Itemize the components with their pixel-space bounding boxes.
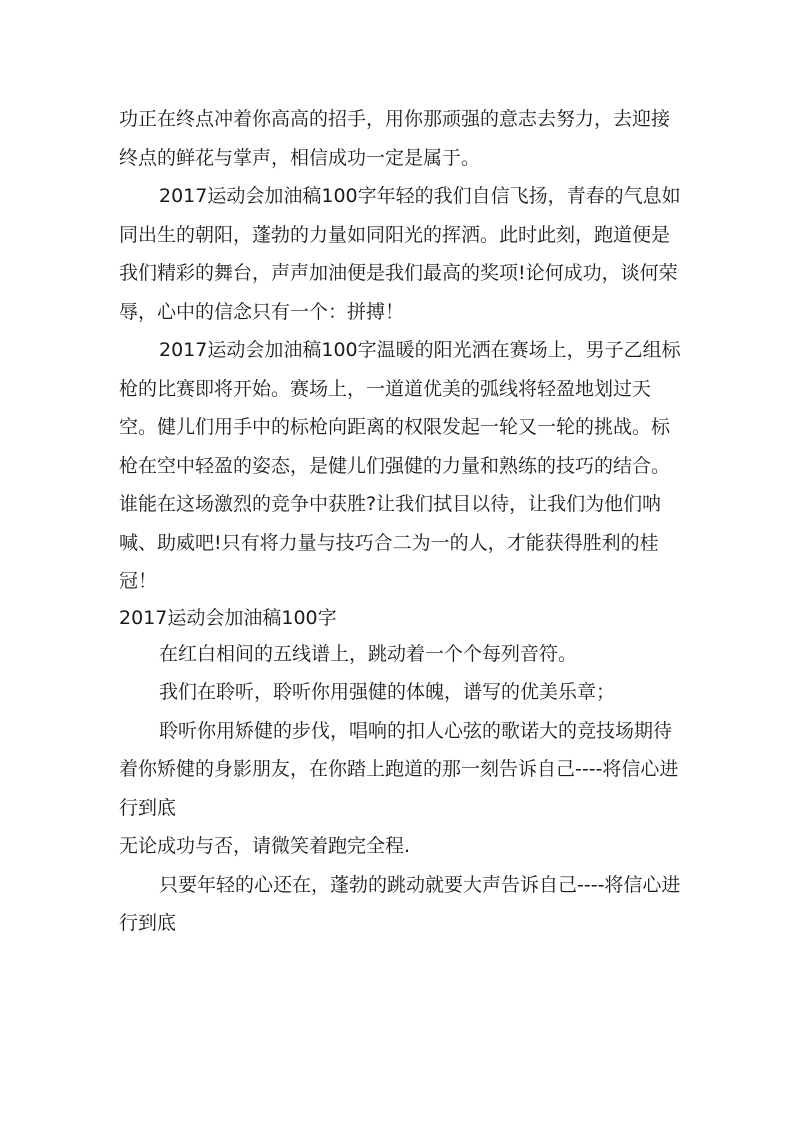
- paragraph-cheer-javelin: 2017运动会加油稿100字温暖的阳光洒在赛场上，男子乙组标枪的比赛即将开始。赛场上，一道道优美的弧线将轻盈地划过天空。健儿们用手中的标枪向距离的权限发起一轮又一轮的挑战。标枪在空中轻盈的姿态，是健儿们强健的力量和熟练的技巧的结合。谁能在这场激烈的竞争中获胜?让我们拭目以待，让我们为他们呐喊、助威吧!只有将力量与技巧合二为一的人，才能获得胜利的桂冠！: [119, 339, 681, 592]
- paragraph-young-heart: 只要年轻的心还在，蓬勃的跳动就要大声告诉自己----将信心进行到底: [119, 873, 681, 934]
- section-heading: 2017运动会加油稿100字: [119, 606, 337, 629]
- paragraph-stride: 聆听你用矫健的步伐，唱响的扣人心弦的歌诺大的竞技场期待着你矫健的身影朋友，在你踏上跑道的那一刻告诉自己----将信心进行到底: [119, 719, 679, 819]
- paragraph-cheer-youth: 2017运动会加油稿100字年轻的我们自信飞扬，青春的气息如同出生的朝阳，蓬勃的力量如同阳光的挥洒。此时此刻，跑道便是我们精彩的舞台，声声加油便是我们最高的奖项!论何成功，谈何荣辱，心中的信念只有一个：拼搏！: [119, 185, 681, 323]
- paragraph-listen: 我们在聆听，聆听你用强健的体魄，谱写的优美乐章；: [159, 681, 616, 703]
- paragraph-staff-notes: 在红白相间的五线谱上，跳动着一个个每列音符。: [159, 642, 578, 665]
- document-body: [119, 100, 685, 943]
- paragraph-finish-line: 功正在终点冲着你高高的招手，用你那顽强的意志去努力，去迎接终点的鲜花与掌声，相信成功一定是属于。: [119, 108, 671, 169]
- paragraph-smile: 无论成功与否，请微笑着跑完全程.: [119, 835, 411, 857]
